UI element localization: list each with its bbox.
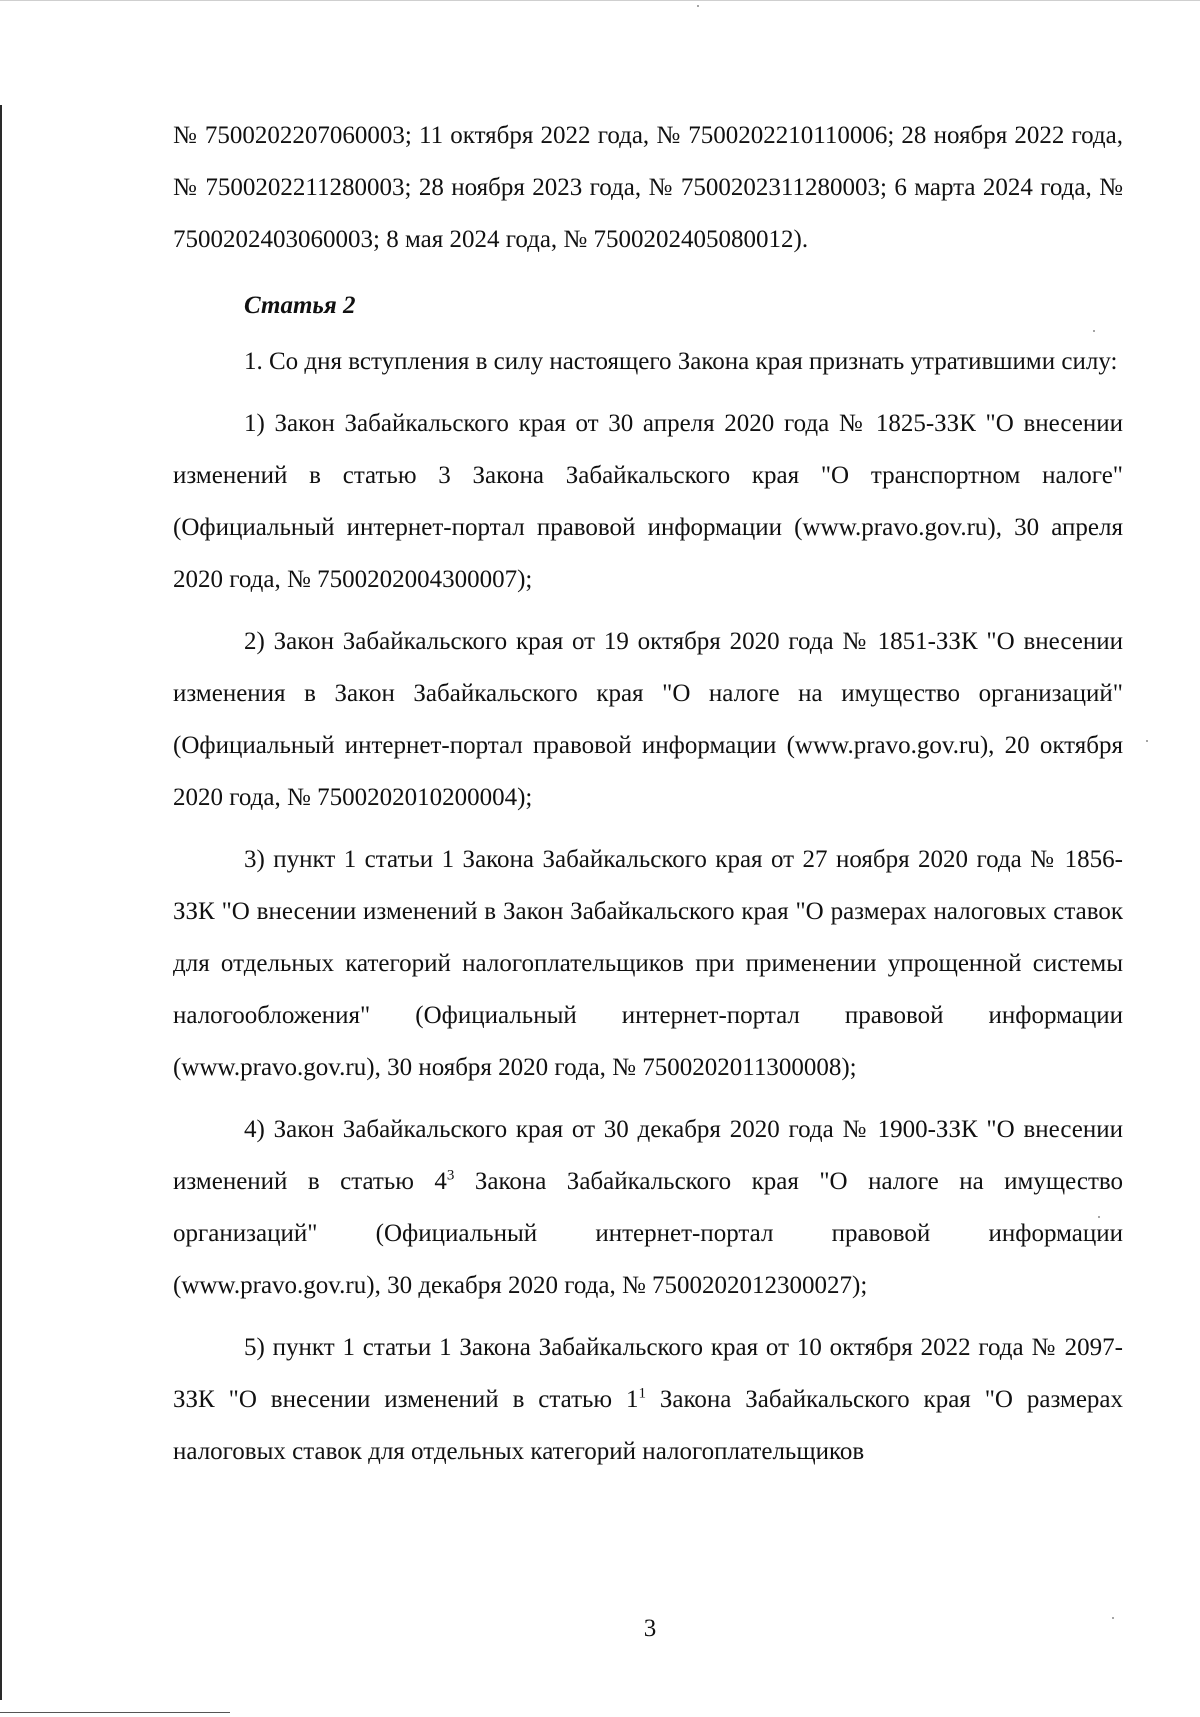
list-item-1: 1) Закон Забайкальского края от 30 апреля 2020 года № 1825-ЗЗК "О внесении изменений в статью 3 Закона Забайкальского края "О транспортном налоге" (Официальный интернет-портал правовой информации (www.pravo.gov.ru), 30 апреля 2020 года, № 7500202004300007); xyxy=(173,410,1123,593)
scan-speck xyxy=(697,5,699,7)
continuation-paragraph: № 7500202207060003; 11 октября 2022 года, № 7500202210110006; 28 ноября 2022 года, № 7500202211280003; 28 ноября 2023 года, № 7500202311280003; 6 марта 2024 года, № 7500202403060003; 8 мая 2024 года, № 7500202405080012). xyxy=(173,122,1123,253)
clause-1: 1. Со дня вступления в силу настоящего Закона края признать утратившими силу: xyxy=(244,348,1118,375)
scan-edge-bottom xyxy=(0,1712,230,1713)
spacer xyxy=(173,1312,1123,1322)
list-item-5-text: 5) пункт 1 статьи 1 Закона Забайкальского края от 10 октября 2022 года № 2097-ЗЗК "О внесении изменений в статью 1 xyxy=(173,1334,1123,1413)
list-item-5-superscript: 1 xyxy=(638,1385,646,1402)
article-title: Статья 2 xyxy=(244,292,356,319)
scan-edge-left xyxy=(0,105,2,1700)
spacer xyxy=(173,606,1123,616)
list-item-4-text: 4) Закон Забайкальского края от 30 декабря 2020 года № 1900-ЗЗК "О внесении изменений в статью 4 xyxy=(173,1116,1123,1195)
list-item-4-text-rest: Закона Забайкальского края "О налоге на имущество организаций" (Официальный интернет-портал правовой информации (www.pravo.gov.ru), 30 декабря 2020 года, № 7500202012300027); xyxy=(173,1168,1123,1299)
list-item-2: 2) Закон Забайкальского края от 19 октября 2020 года № 1851-ЗЗК "О внесении изменения в Закон Забайкальского края "О налоге на имущество организаций" (Официальный интернет-портал правовой информации (www.pravo.gov.ru), 20 октября 2020 года, № 7500202010200004); xyxy=(173,628,1123,811)
spacer xyxy=(173,1094,1123,1104)
spacer xyxy=(173,824,1123,834)
list-item-5-text-rest: Закона Забайкальского края "О размерах налоговых ставок для отдельных категорий налогоплательщиков xyxy=(173,1386,1124,1465)
list-item-3: 3) пункт 1 статьи 1 Закона Забайкальского края от 27 ноября 2020 года № 1856-ЗЗК "О внесении изменений в Закон Забайкальского края "О размерах налоговых ставок для отдельных категорий налогоплательщиков при применении упрощенной системы налогообложения" (Официальный интернет-портал правовой информации (www.pravo.gov.ru), 30 ноября 2020 года, № 7500202011300008); xyxy=(173,846,1123,1081)
document-body xyxy=(173,110,1123,1478)
scan-speck xyxy=(1146,740,1148,742)
page-number: 3 xyxy=(643,1615,657,1642)
spacer xyxy=(173,388,1123,398)
scan-edge-top xyxy=(0,0,1200,1)
list-item-4-superscript: 3 xyxy=(446,1167,455,1184)
list-item-5 xyxy=(173,1322,1123,1478)
list-item-4 xyxy=(173,1104,1123,1312)
